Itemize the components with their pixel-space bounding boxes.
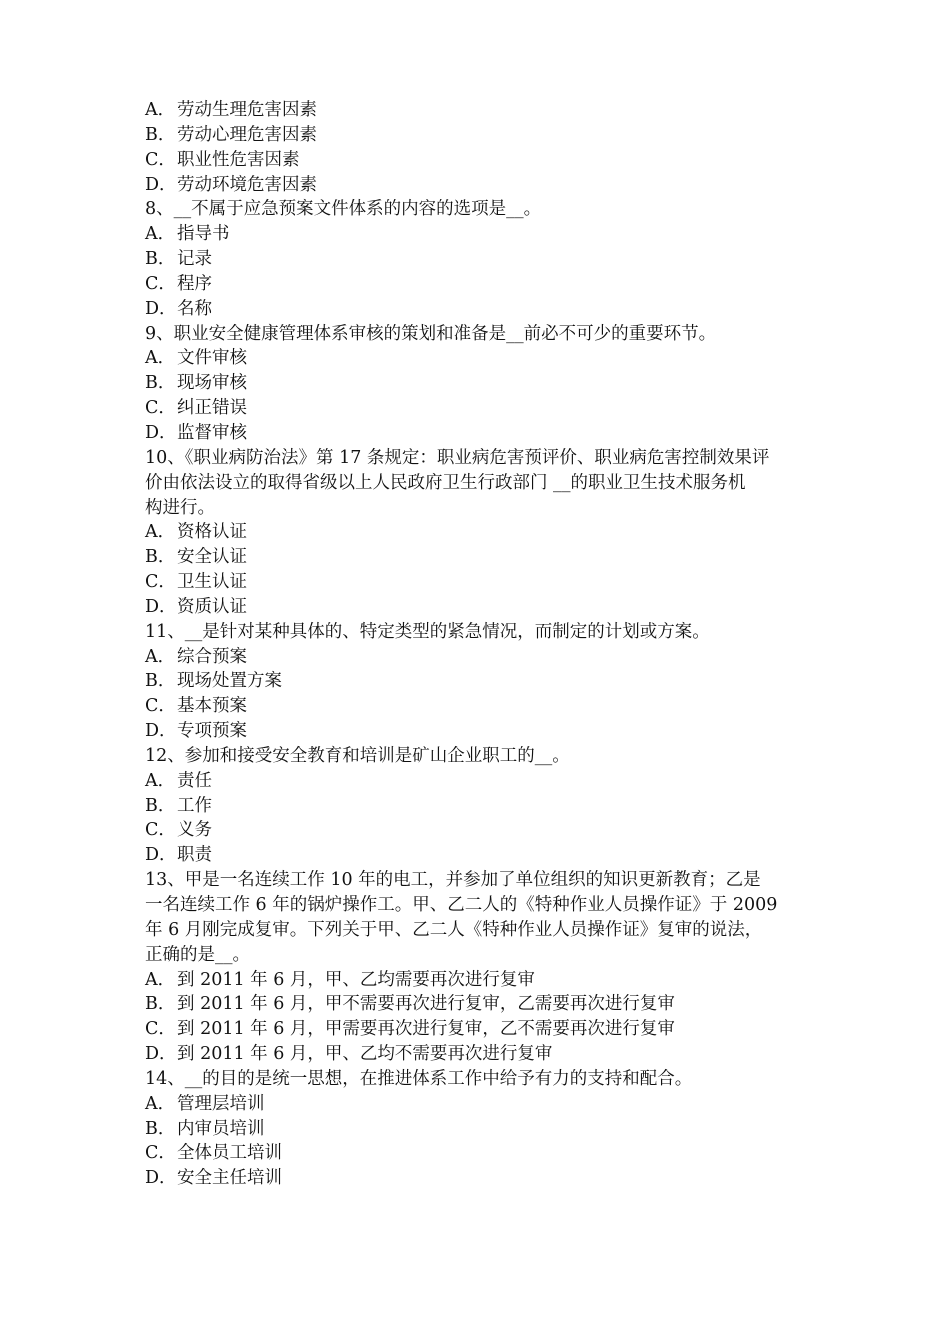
option-text: 全体员工培训 bbox=[177, 1143, 282, 1164]
answer-option bbox=[145, 123, 813, 148]
option-text: 现场审核 bbox=[177, 373, 247, 394]
option-text: 职业性危害因素 bbox=[177, 149, 300, 170]
option-label: A． bbox=[145, 646, 176, 667]
option-label: C． bbox=[145, 572, 176, 593]
option-label: D． bbox=[145, 1044, 177, 1065]
option-label: C． bbox=[145, 696, 176, 717]
option-label: C． bbox=[145, 1019, 176, 1040]
question-text: 构进行。 bbox=[145, 497, 215, 518]
question-text: 13、甲是一名连续工作 10 年的电工，并参加了单位组织的知识更新教育；乙是 bbox=[145, 870, 761, 891]
option-label: C． bbox=[145, 149, 176, 170]
option-text: 记录 bbox=[177, 249, 212, 270]
option-text: 综合预案 bbox=[177, 646, 247, 667]
answer-option bbox=[145, 1017, 813, 1042]
option-label: D． bbox=[145, 174, 177, 195]
answer-option bbox=[145, 520, 813, 545]
option-text: 到 2011 年 6 月，甲、乙均需要再次进行复审 bbox=[177, 969, 535, 990]
option-label: A． bbox=[145, 100, 176, 120]
answer-option bbox=[145, 818, 813, 843]
option-label: B． bbox=[145, 994, 176, 1015]
option-text: 责任 bbox=[177, 770, 212, 791]
option-label: A． bbox=[145, 770, 176, 791]
answer-option bbox=[145, 719, 813, 744]
answer-option bbox=[145, 769, 813, 794]
option-label: B． bbox=[145, 671, 176, 692]
question-text: 9、职业安全健康管理体系审核的策划和准备是__前必不可少的重要环节。 bbox=[145, 323, 717, 344]
option-label: D． bbox=[145, 298, 177, 319]
option-label: B． bbox=[145, 1118, 176, 1139]
answer-option bbox=[145, 346, 813, 371]
answer-option bbox=[145, 645, 813, 670]
answer-option bbox=[145, 173, 813, 198]
option-text: 劳动心理危害因素 bbox=[177, 124, 317, 145]
answer-option bbox=[145, 421, 813, 446]
option-label: A． bbox=[145, 1093, 176, 1114]
answer-option bbox=[145, 1166, 813, 1191]
option-text: 到 2011 年 6 月，甲需要再次进行复审，乙不需要再次进行复审 bbox=[177, 1019, 675, 1040]
option-text: 到 2011 年 6 月，甲、乙均不需要再次进行复审 bbox=[177, 1044, 553, 1065]
answer-option bbox=[145, 1117, 813, 1142]
answer-option bbox=[145, 794, 813, 819]
option-label: C． bbox=[145, 273, 176, 294]
option-text: 程序 bbox=[177, 273, 212, 294]
option-text: 卫生认证 bbox=[177, 572, 247, 593]
answer-option bbox=[145, 694, 813, 719]
answer-option bbox=[145, 669, 813, 694]
option-label: B． bbox=[145, 547, 176, 568]
option-label: B． bbox=[145, 795, 176, 816]
option-label: A． bbox=[145, 348, 176, 369]
option-label: C． bbox=[145, 1143, 176, 1164]
option-text: 安全认证 bbox=[177, 547, 247, 568]
question-text: 12、参加和接受安全教育和培训是矿山企业职工的__。 bbox=[145, 745, 570, 766]
option-text: 纠正错误 bbox=[177, 398, 247, 419]
option-label: B． bbox=[145, 249, 176, 270]
option-text: 管理层培训 bbox=[177, 1093, 265, 1114]
question-text: 14、__的目的是统一思想，在推进体系工作中给予有力的支持和配合。 bbox=[145, 1068, 693, 1089]
question-text: 一名连续工作 6 年的锅炉操作工。甲、乙二人的《特种作业人员操作证》于 2009 bbox=[145, 895, 778, 915]
question-text: 10、《职业病防治法》第 17 条规定：职业病危害预评价、职业病危害控制效果评 bbox=[145, 447, 770, 468]
option-text: 文件审核 bbox=[177, 348, 247, 369]
question-text: 价由依法设立的取得省级以上人民政府卫生行政部门 __的职业卫生技术服务机 bbox=[145, 472, 746, 493]
question-text: 年 6 月刚完成复审。下列关于甲、乙二人《特种作业人员操作证》复审的说法， bbox=[145, 919, 763, 940]
answer-option bbox=[145, 1141, 813, 1166]
option-label: D． bbox=[145, 721, 177, 742]
option-label: C． bbox=[145, 398, 176, 419]
option-text: 安全主任培训 bbox=[177, 1168, 282, 1189]
answer-option bbox=[145, 371, 813, 396]
option-text: 内审员培训 bbox=[177, 1118, 265, 1139]
answer-option bbox=[145, 545, 813, 570]
option-text: 劳动环境危害因素 bbox=[177, 174, 317, 195]
answer-option bbox=[145, 843, 813, 868]
option-label: D． bbox=[145, 422, 177, 443]
option-label: A． bbox=[145, 224, 176, 245]
option-label: B． bbox=[145, 373, 176, 394]
answer-option bbox=[145, 570, 813, 595]
option-label: D． bbox=[145, 845, 177, 866]
option-label: B． bbox=[145, 124, 176, 145]
answer-option bbox=[145, 98, 813, 123]
question-text: 11、__是针对某种具体的、特定类型的紧急情况，而制定的计划或方案。 bbox=[145, 621, 710, 642]
option-text: 名称 bbox=[177, 298, 212, 319]
option-label: D． bbox=[145, 596, 177, 617]
option-text: 工作 bbox=[177, 795, 212, 816]
option-text: 监督审核 bbox=[177, 422, 247, 443]
option-text: 指导书 bbox=[177, 224, 230, 245]
answer-option bbox=[145, 595, 813, 620]
option-text: 职责 bbox=[177, 845, 212, 866]
option-text: 到 2011 年 6 月，甲不需要再次进行复审，乙需要再次进行复审 bbox=[177, 994, 675, 1015]
answer-option bbox=[145, 222, 813, 247]
option-text: 劳动生理危害因素 bbox=[177, 100, 317, 120]
answer-option bbox=[145, 968, 813, 993]
question-text: 8、__不属于应急预案文件体系的内容的选项是__。 bbox=[145, 199, 542, 220]
option-label: A． bbox=[145, 969, 176, 990]
option-text: 资质认证 bbox=[177, 596, 247, 617]
option-label: C． bbox=[145, 820, 176, 841]
option-text: 现场处置方案 bbox=[177, 671, 282, 692]
question-text: 正确的是__。 bbox=[145, 944, 250, 965]
answer-option bbox=[145, 247, 813, 272]
option-text: 义务 bbox=[177, 820, 212, 841]
answer-option bbox=[145, 148, 813, 173]
answer-option bbox=[145, 272, 813, 297]
answer-option bbox=[145, 396, 813, 421]
answer-option bbox=[145, 297, 813, 322]
option-text: 基本预案 bbox=[177, 696, 247, 717]
option-label: D． bbox=[145, 1168, 177, 1189]
option-text: 资格认证 bbox=[177, 522, 247, 543]
answer-option bbox=[145, 1092, 813, 1117]
exam-page bbox=[145, 98, 813, 1191]
answer-option bbox=[145, 1042, 813, 1067]
option-text: 专项预案 bbox=[177, 721, 247, 742]
option-label: A． bbox=[145, 522, 176, 543]
answer-option bbox=[145, 992, 813, 1017]
